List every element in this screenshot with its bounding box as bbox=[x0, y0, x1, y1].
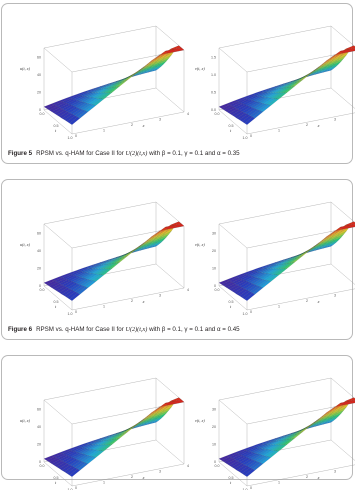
figure-6-panel bbox=[1, 179, 353, 340]
x-tick-label: 0 bbox=[75, 310, 77, 314]
z-tick-label: 60 bbox=[37, 408, 41, 412]
figure-label: Figure 6 bbox=[8, 326, 32, 333]
surface-patch bbox=[301, 73, 312, 80]
x-tick-label: 2 bbox=[306, 123, 308, 127]
caption-function: U(2)(t,x) bbox=[126, 326, 148, 333]
z-tick-label: 20 bbox=[37, 267, 41, 271]
x-tick-label: 4 bbox=[187, 464, 189, 468]
t-tick-label: 0.5 bbox=[54, 124, 59, 128]
plot-u-surface bbox=[14, 186, 179, 314]
box-edge bbox=[44, 26, 156, 48]
x-tick-label: 1 bbox=[278, 305, 280, 309]
t-tick-label: 1.0 bbox=[68, 312, 73, 316]
box-edge bbox=[219, 202, 331, 224]
box-edge bbox=[156, 264, 184, 288]
t-tick-label: 0.0 bbox=[40, 464, 45, 468]
x-axis-label: x bbox=[317, 123, 320, 128]
t-tick-label: 0.0 bbox=[215, 464, 220, 468]
t-tick-label: 1.0 bbox=[243, 488, 248, 490]
z-tick-label: 0 bbox=[39, 460, 41, 464]
surface-mesh bbox=[44, 46, 184, 125]
box-edge bbox=[247, 464, 355, 486]
surface-mesh bbox=[219, 222, 355, 301]
caption-function: U(2)(t,x) bbox=[126, 150, 148, 157]
box-edge bbox=[247, 112, 355, 134]
box-edge bbox=[156, 88, 184, 112]
x-axis-label: x bbox=[142, 475, 145, 480]
z-tick-label: 10 bbox=[212, 267, 216, 271]
x-axis-label: x bbox=[142, 299, 145, 304]
x-axis-label: x bbox=[317, 475, 320, 480]
box-edge bbox=[331, 378, 355, 402]
t-axis-label: t bbox=[55, 304, 57, 309]
z-tick-label: 60 bbox=[37, 232, 41, 236]
box-edge bbox=[44, 202, 156, 224]
t-tick-label: 0.5 bbox=[229, 300, 234, 304]
z-axis-label: v(t, x) bbox=[195, 66, 205, 72]
box-edge bbox=[44, 48, 72, 72]
z-tick-label: 40 bbox=[37, 425, 41, 429]
box-edge bbox=[331, 88, 355, 112]
surface-patch bbox=[126, 425, 137, 432]
surface-patch bbox=[126, 249, 137, 256]
x-tick-label: 0 bbox=[75, 134, 77, 138]
z-tick-label: 0 bbox=[214, 460, 216, 464]
x-tick-label: 0 bbox=[75, 486, 77, 490]
z-tick-label: 0 bbox=[39, 284, 41, 288]
z-tick-label: 20 bbox=[212, 249, 216, 253]
box-edge bbox=[72, 112, 184, 134]
x-tick-label: 2 bbox=[131, 475, 133, 479]
figure-7-panel bbox=[1, 355, 353, 480]
plot-v-surface bbox=[189, 10, 354, 138]
box-edge bbox=[156, 440, 184, 464]
z-tick-label: 0.0 bbox=[211, 108, 216, 112]
t-tick-label: 1.0 bbox=[243, 312, 248, 316]
x-tick-label: 2 bbox=[131, 299, 133, 303]
z-axis-label: u(t, x) bbox=[20, 66, 31, 72]
box-edge bbox=[44, 400, 72, 424]
x-tick-label: 2 bbox=[131, 123, 133, 127]
x-axis-label: x bbox=[317, 299, 320, 304]
z-axis-label: u(t, x) bbox=[20, 242, 31, 248]
x-tick-label: 1 bbox=[103, 129, 105, 133]
surface-mesh bbox=[44, 222, 184, 301]
t-tick-label: 0.5 bbox=[229, 124, 234, 128]
x-tick-label: 3 bbox=[334, 294, 336, 298]
z-axis-label: u(t, x) bbox=[20, 418, 31, 424]
x-tick-label: 4 bbox=[187, 112, 189, 116]
z-tick-label: 20 bbox=[212, 425, 216, 429]
figure-6-caption bbox=[8, 326, 240, 333]
t-tick-label: 1.0 bbox=[243, 136, 248, 140]
x-axis-label: x bbox=[142, 123, 145, 128]
caption-parameters: with β = 0.1, γ = 0.1 and α = 0.45 bbox=[149, 326, 240, 333]
t-tick-label: 0.0 bbox=[215, 112, 220, 116]
x-tick-label: 1 bbox=[103, 481, 105, 485]
z-tick-label: 40 bbox=[37, 249, 41, 253]
figure-label: Figure 5 bbox=[8, 150, 32, 157]
box-edge bbox=[331, 26, 355, 50]
x-tick-label: 3 bbox=[159, 294, 161, 298]
plot-u-surface bbox=[14, 10, 179, 138]
box-edge bbox=[44, 378, 156, 400]
z-tick-label: 0.5 bbox=[211, 91, 216, 95]
box-edge bbox=[219, 48, 247, 72]
z-tick-label: 1.0 bbox=[211, 73, 216, 77]
x-tick-label: 3 bbox=[334, 470, 336, 474]
x-tick-label: 1 bbox=[103, 305, 105, 309]
box-edge bbox=[219, 224, 247, 248]
surface-mesh bbox=[44, 398, 184, 477]
box-edge bbox=[331, 264, 355, 288]
t-tick-label: 0.5 bbox=[54, 476, 59, 480]
plot-v-surface bbox=[189, 362, 354, 490]
t-tick-label: 1.0 bbox=[68, 136, 73, 140]
z-tick-label: 30 bbox=[212, 232, 216, 236]
t-axis-label: t bbox=[55, 128, 57, 133]
z-axis-label: v(t, x) bbox=[195, 418, 205, 424]
t-tick-label: 1.0 bbox=[68, 488, 73, 490]
z-tick-label: 20 bbox=[37, 91, 41, 95]
t-axis-label: t bbox=[230, 128, 232, 133]
plot-v-surface bbox=[189, 186, 354, 314]
z-tick-label: 40 bbox=[37, 73, 41, 77]
box-edge bbox=[219, 26, 331, 48]
x-tick-label: 1 bbox=[278, 481, 280, 485]
z-tick-label: 10 bbox=[212, 443, 216, 447]
surface-patch bbox=[301, 249, 312, 256]
box-edge bbox=[72, 464, 184, 486]
t-tick-label: 0.5 bbox=[229, 476, 234, 480]
x-tick-label: 3 bbox=[334, 118, 336, 122]
surface-patch bbox=[301, 425, 312, 432]
t-axis-label: t bbox=[55, 480, 57, 485]
x-tick-label: 3 bbox=[159, 470, 161, 474]
box-edge bbox=[219, 400, 247, 424]
z-tick-label: 0 bbox=[214, 284, 216, 288]
figure-5-caption bbox=[8, 150, 240, 157]
x-tick-label: 4 bbox=[187, 288, 189, 292]
t-tick-label: 0.0 bbox=[40, 288, 45, 292]
x-tick-label: 0 bbox=[250, 486, 252, 490]
t-tick-label: 0.0 bbox=[40, 112, 45, 116]
box-edge bbox=[247, 288, 355, 310]
caption-text: RPSM vs. q-HAM for Case II for bbox=[36, 150, 124, 157]
x-tick-label: 2 bbox=[306, 299, 308, 303]
x-tick-label: 1 bbox=[278, 129, 280, 133]
figure-5-panel bbox=[1, 3, 353, 164]
x-tick-label: 3 bbox=[159, 118, 161, 122]
t-axis-label: t bbox=[230, 480, 232, 485]
x-tick-label: 2 bbox=[306, 475, 308, 479]
z-tick-label: 0 bbox=[39, 108, 41, 112]
box-edge bbox=[331, 202, 355, 226]
x-tick-label: 0 bbox=[250, 310, 252, 314]
box-edge bbox=[219, 378, 331, 400]
t-tick-label: 0.5 bbox=[54, 300, 59, 304]
t-axis-label: t bbox=[230, 304, 232, 309]
caption-parameters: with β = 0.1, γ = 0.1 and α = 0.35 bbox=[149, 150, 240, 157]
z-tick-label: 20 bbox=[37, 443, 41, 447]
z-tick-label: 30 bbox=[212, 408, 216, 412]
z-tick-label: 60 bbox=[37, 56, 41, 60]
x-tick-label: 0 bbox=[250, 134, 252, 138]
box-edge bbox=[44, 224, 72, 248]
box-edge bbox=[72, 288, 184, 310]
surface-mesh bbox=[219, 398, 355, 477]
plot-u-surface bbox=[14, 362, 179, 490]
surface-mesh bbox=[219, 46, 355, 125]
caption-text: RPSM vs. q-HAM for Case II for bbox=[36, 326, 124, 333]
z-axis-label: v(t, x) bbox=[195, 242, 205, 248]
z-tick-label: 1.5 bbox=[211, 56, 216, 60]
box-edge bbox=[331, 440, 355, 464]
surface-patch bbox=[126, 73, 137, 80]
t-tick-label: 0.0 bbox=[215, 288, 220, 292]
